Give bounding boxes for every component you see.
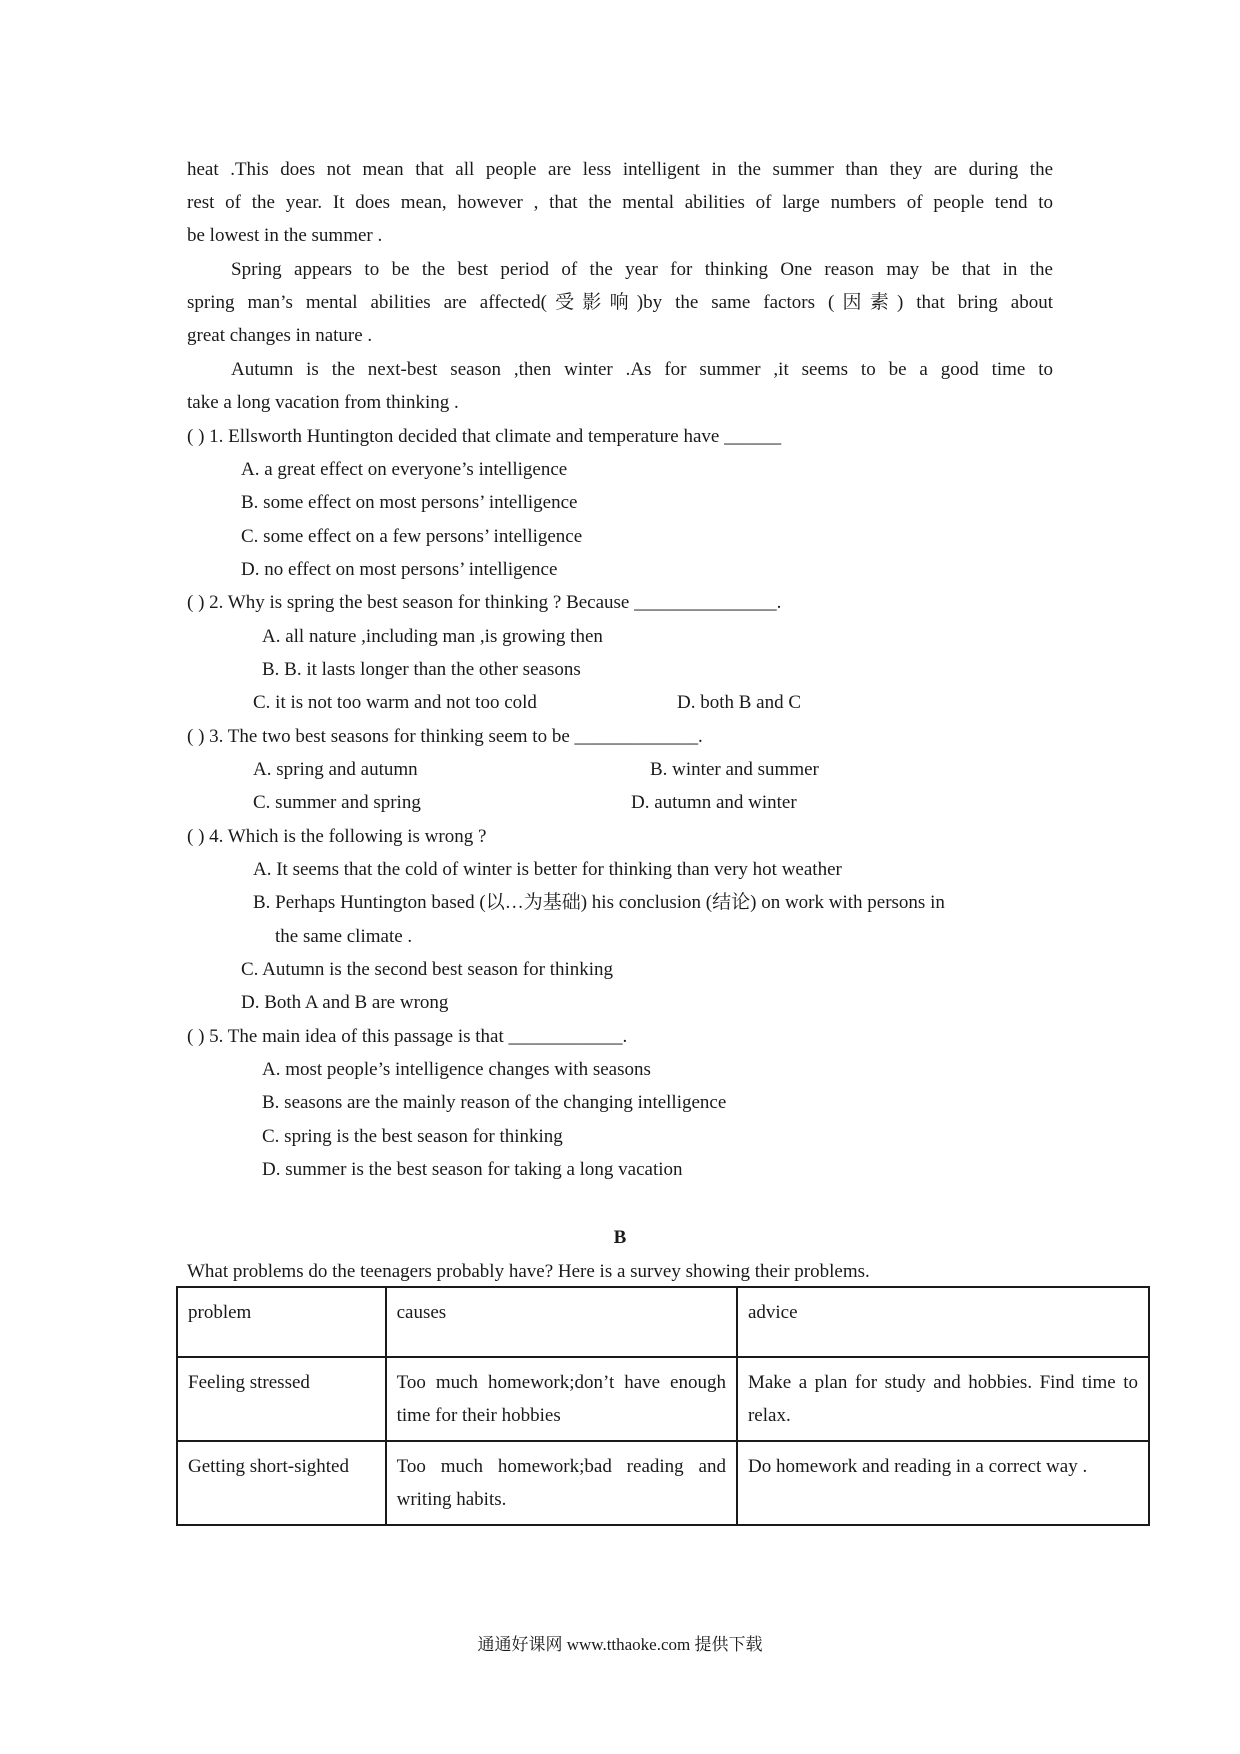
question-stem: ( ) 1. Ellsworth Huntington decided that climate and temperature have ______ — [187, 426, 782, 447]
option: C. summer and spring — [253, 792, 421, 813]
question-stem: ( ) 5. The main idea of this passage is that ____________. — [187, 1026, 628, 1047]
table-header-cell: advice — [737, 1287, 1149, 1357]
question-stem: ( ) 4. Which is the following is wrong ? — [187, 826, 487, 847]
passage-line: spring man’s mental abilities are affected(受影响)by the same factors (因素) that bring about — [187, 292, 1053, 313]
option: C. Autumn is the second best season for thinking — [241, 959, 614, 980]
passage-line: great changes in nature . — [187, 325, 373, 346]
option: A. spring and autumn — [253, 759, 418, 780]
option-continuation: the same climate . — [275, 926, 413, 947]
question-stem: ( ) 2. Why is spring the best season for thinking ? Because _______________. — [187, 592, 782, 613]
passage-line: take a long vacation from thinking . — [187, 392, 459, 413]
passage-line: rest of the year. It does mean, however , that the mental abilities of large numbers of people tend to — [187, 192, 1053, 213]
option: C. it is not too warm and not too cold — [253, 692, 537, 713]
table-cell: Feeling stressed — [177, 1357, 386, 1441]
passage-line: heat .This does not mean that all people are less intelligent in the summer than they are during the — [187, 159, 1053, 180]
table-cell: Too much homework;don’t have enough time for their hobbies — [386, 1357, 737, 1441]
table-cell: Do homework and reading in a correct way . — [737, 1441, 1149, 1525]
option: D. autumn and winter — [631, 792, 797, 813]
option: C. spring is the best season for thinking — [262, 1126, 563, 1147]
table-cell: Make a plan for study and hobbies. Find time to relax. — [737, 1357, 1149, 1441]
table-cell: Too much homework;bad reading and writing habits. — [386, 1441, 737, 1525]
table-row — [177, 1441, 1149, 1525]
table-header-cell: problem — [177, 1287, 386, 1357]
section-intro: What problems do the teenagers probably have? Here is a survey showing their problems. — [187, 1261, 870, 1282]
passage-line: Spring appears to be the best period of the year for thinking One reason may be that in the — [231, 259, 1053, 280]
page-footer: 通通好课网 www.tthaoke.com 提供下载 — [477, 1635, 763, 1654]
option: D. summer is the best season for taking a long vacation — [262, 1159, 683, 1180]
option: D. both B and C — [677, 692, 802, 713]
section-heading: B — [613, 1227, 627, 1248]
table-cell: Getting short-sighted — [177, 1441, 386, 1525]
option: C. some effect on a few persons’ intelligence — [241, 526, 583, 547]
table-header-row — [177, 1287, 1149, 1357]
table-row — [177, 1357, 1149, 1441]
option: D. Both A and B are wrong — [241, 992, 449, 1013]
table-header-cell: causes — [386, 1287, 737, 1357]
option: A. most people’s intelligence changes with seasons — [262, 1059, 651, 1080]
option: A. all nature ,including man ,is growing then — [262, 626, 603, 647]
option: B. B. it lasts longer than the other seasons — [262, 659, 581, 680]
survey-table — [176, 1286, 1150, 1526]
question-stem: ( ) 3. The two best seasons for thinking seem to be _____________. — [187, 726, 703, 747]
option: B. seasons are the mainly reason of the changing intelligence — [262, 1092, 727, 1113]
passage-line: Autumn is the next-best season ,then winter .As for summer ,it seems to be a good time to — [231, 359, 1053, 380]
option: A. It seems that the cold of winter is better for thinking than very hot weather — [253, 859, 842, 880]
option: A. a great effect on everyone’s intelligence — [241, 459, 568, 480]
option: B. Perhaps Huntington based (以…为基础) his conclusion (结论) on work with persons in — [253, 892, 945, 913]
option: B. winter and summer — [650, 759, 819, 780]
option: B. some effect on most persons’ intelligence — [241, 492, 578, 513]
passage-line: be lowest in the summer . — [187, 225, 383, 246]
option: D. no effect on most persons’ intelligence — [241, 559, 558, 580]
